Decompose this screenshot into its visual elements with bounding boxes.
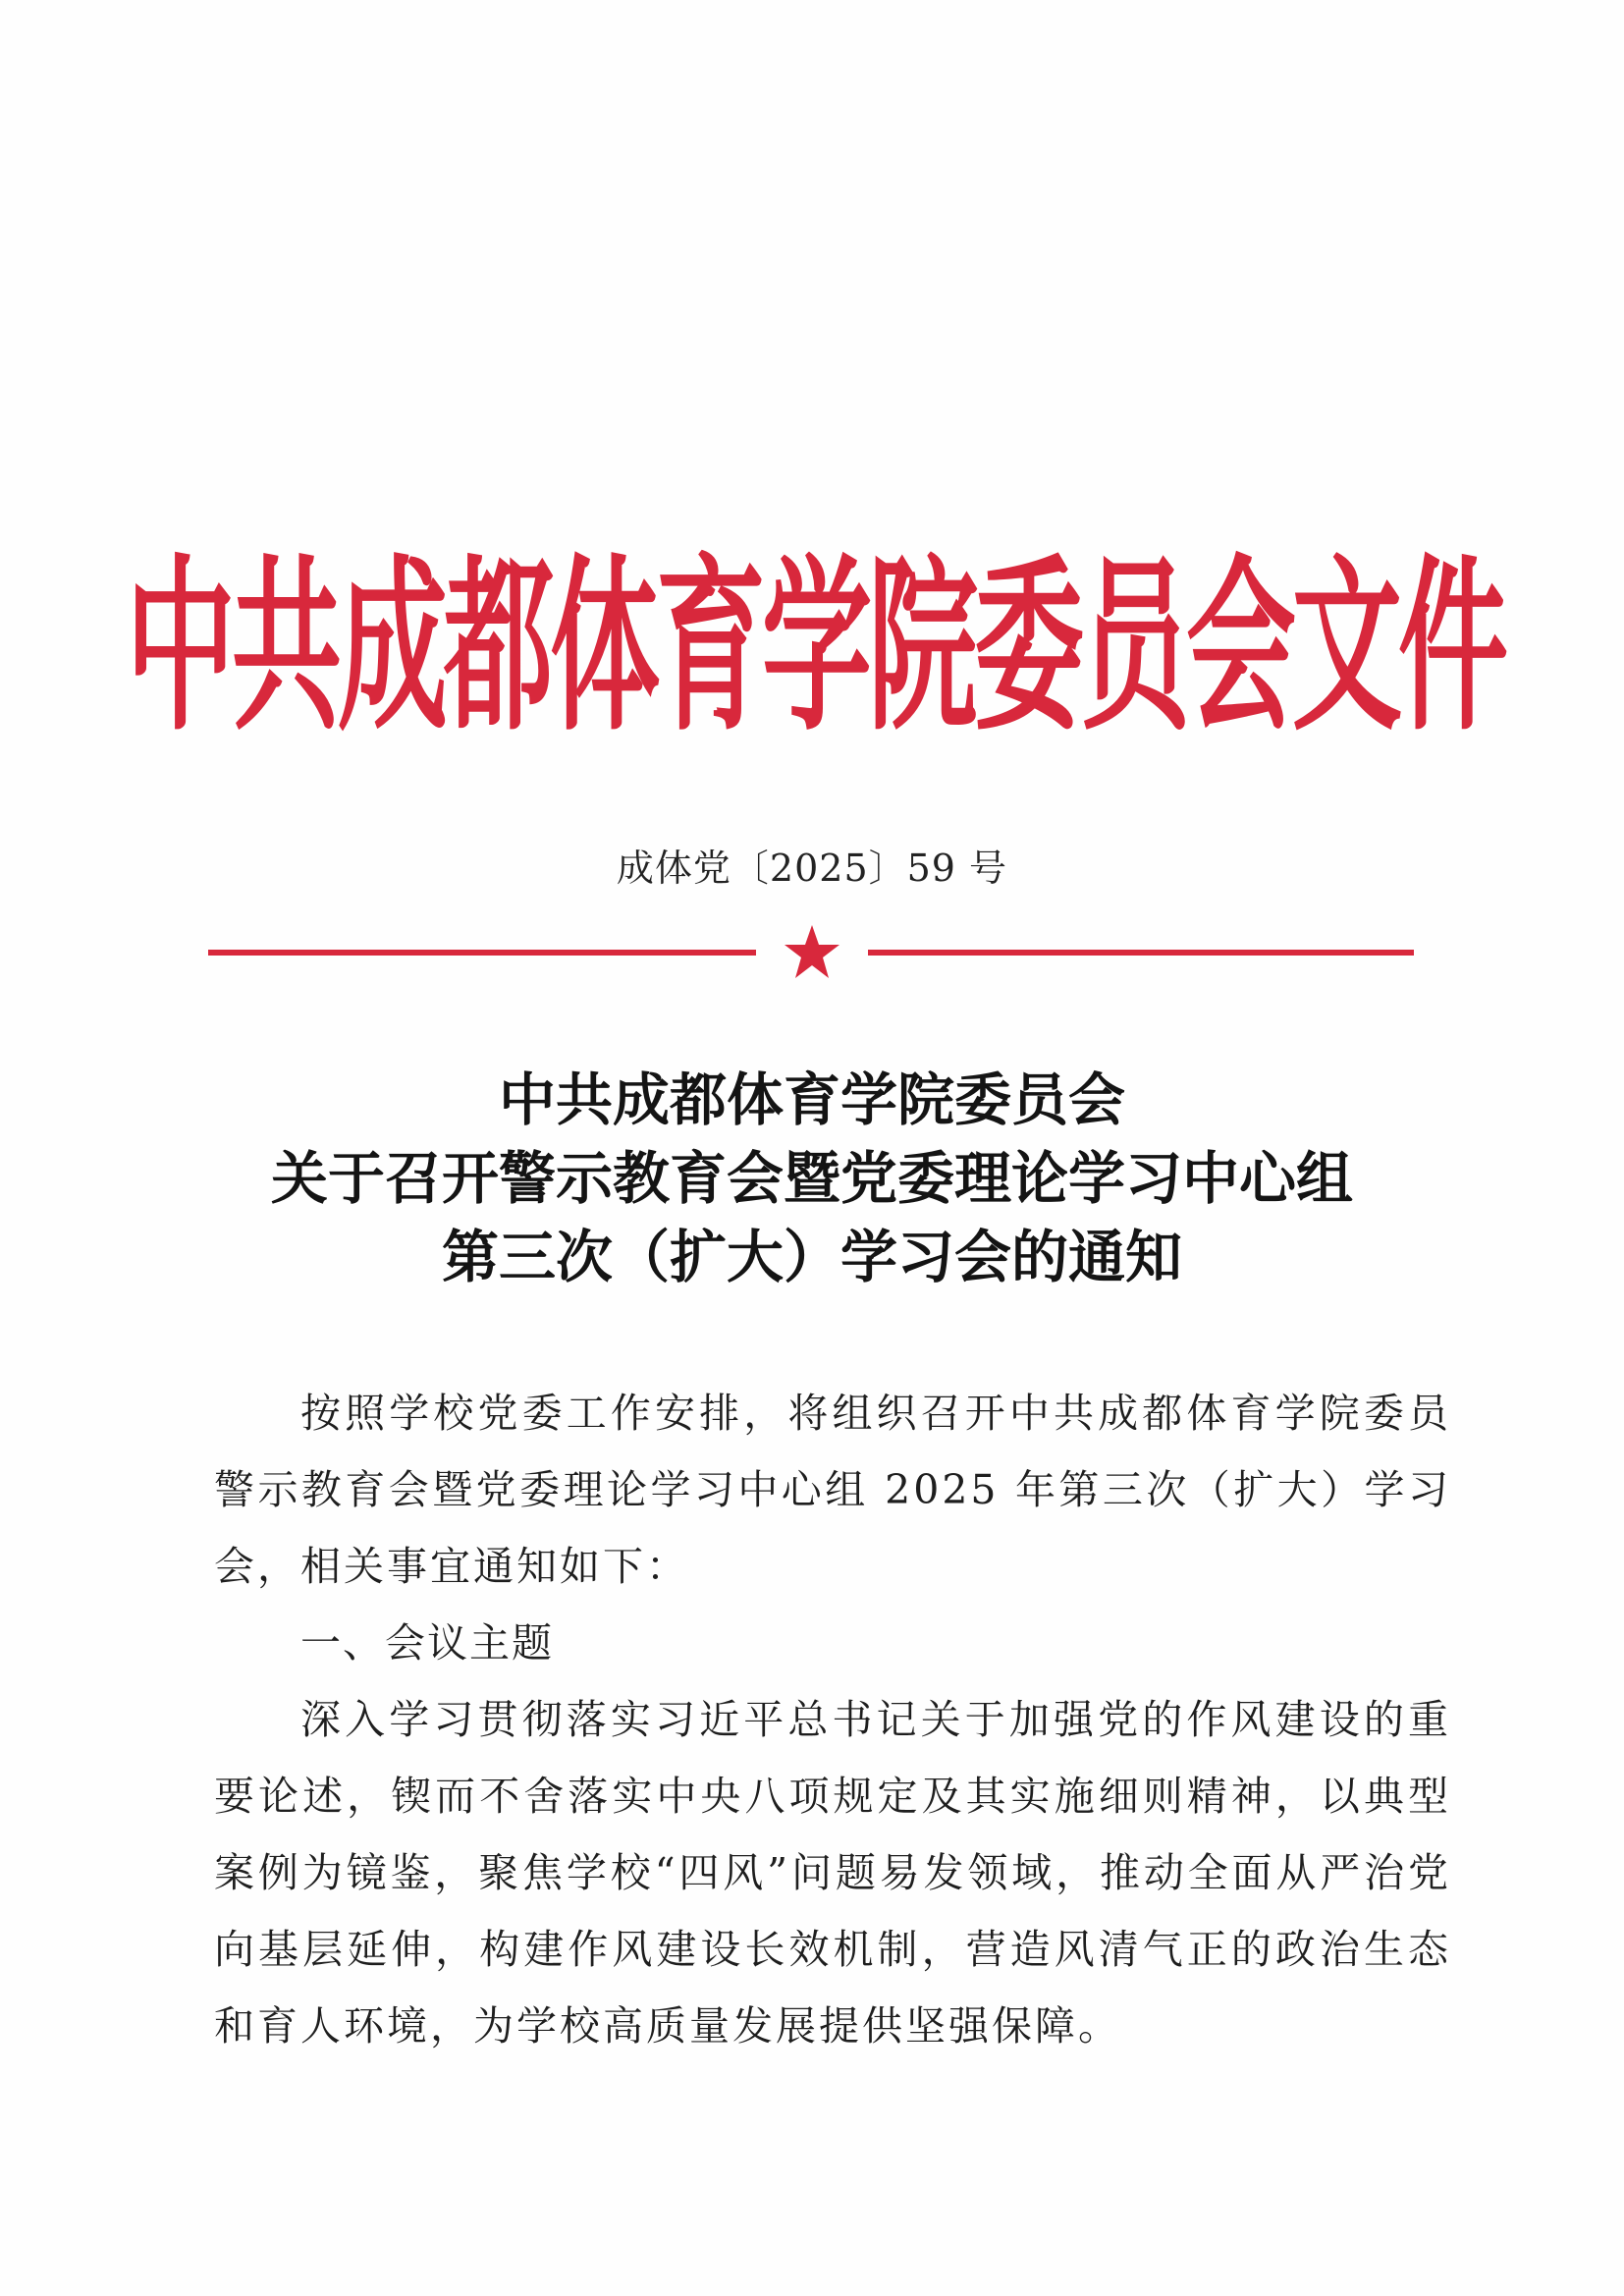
title-line-2: 关于召开警示教育会暨党委理论学习中心组 bbox=[270, 1145, 1353, 1212]
document-number: 成体党〔2025〕59 号 bbox=[616, 847, 1008, 890]
theme-paragraph: 深入学习贯彻落实习近平总书记关于加强党的作风建设的重要论述，锲而不舍落实中央八项规定及其实施细则精神，以典型案例为镜鉴，聚焦学校“四风”问题易发领域，推动全面从严治党向基层延伸，构建作风建设长效机制，营造风清气正的政治生态和育人环境，为学校高质量发展提供坚强保障。 bbox=[214, 1696, 1451, 2050]
title-line-3: 第三次（扩大）学习会的通知 bbox=[441, 1224, 1182, 1290]
intro-paragraph: 按照学校党委工作安排，将组织召开中共成都体育学院委员警示教育会暨党委理论学习中心组 2025 年第三次（扩大）学习会，相关事宜通知如下： bbox=[214, 1390, 1451, 1590]
red-divider bbox=[208, 923, 1414, 982]
masthead-title: 中共成都体育学院委员会文件 bbox=[126, 539, 1504, 757]
notice-title bbox=[0, 1061, 1624, 1296]
red-header bbox=[126, 535, 1504, 761]
section-heading-theme: 一、会议主题 bbox=[300, 1619, 554, 1667]
title-line-1: 中共成都体育学院委员会 bbox=[498, 1066, 1125, 1133]
divider-line-left bbox=[208, 950, 756, 956]
star-icon bbox=[783, 923, 841, 982]
divider-line-right bbox=[868, 950, 1414, 956]
notice-body bbox=[214, 1375, 1451, 2064]
